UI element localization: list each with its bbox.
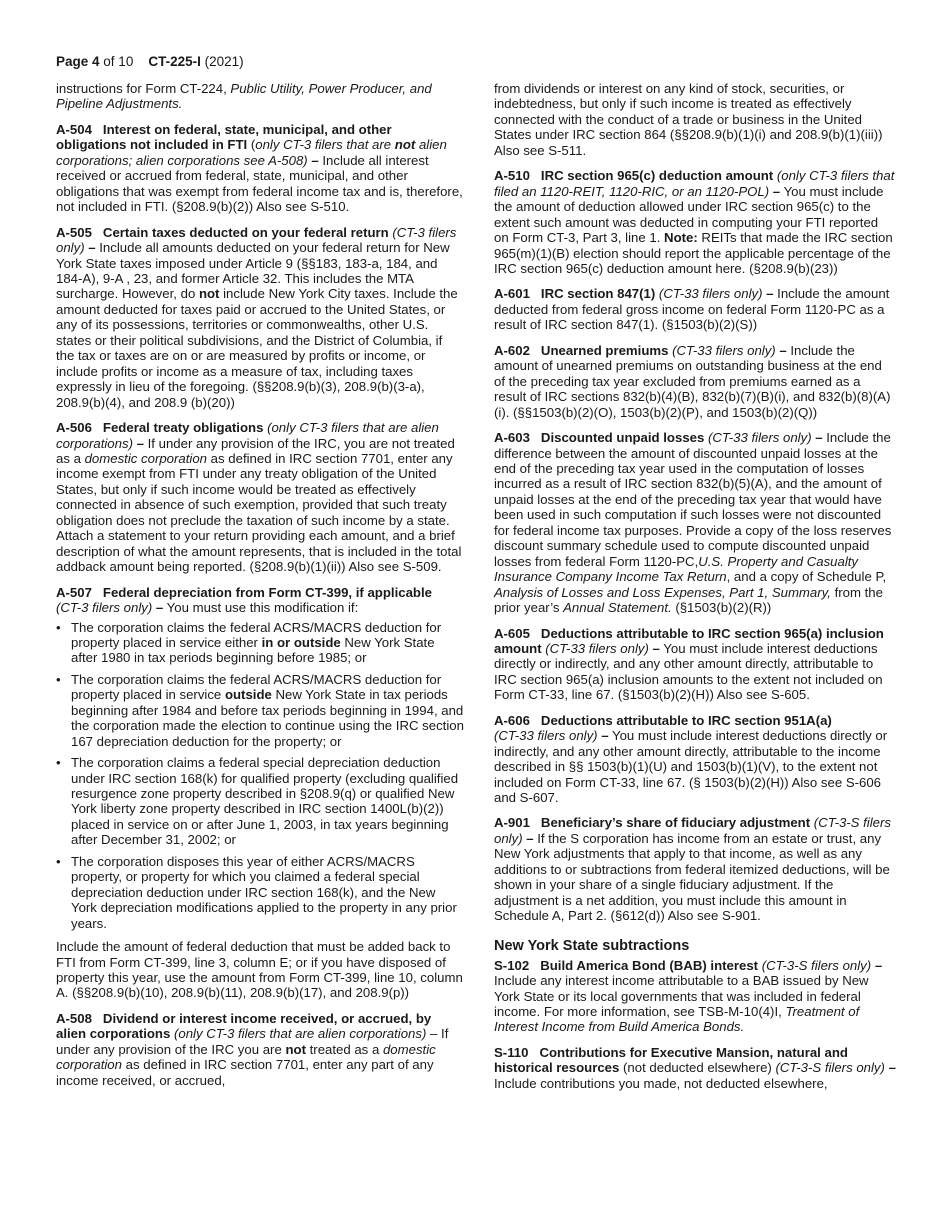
a605-title: Deductions attributable to IRC section 965(a) inclusion amount <box>494 625 884 656</box>
section-a602: A-602 Unearned premiums (CT-33 filers only) – Include the amount of unearned premiums on outstanding business at the end of the preceding tax year excluded from premiums earned as a result of IRC sections 832(b)(4)(B), 832(b)(7)(B)(i), and 832(b)(8)(A)(i). (§§1503(b)(2)(O), 1503(b)(2)(P), and 1503(b)(2)(Q)) <box>494 342 891 420</box>
section-s102: S-102 Build America Bond (BAB) interest (CT-3-S filers only) – Include any interest income attributable to a BAB issued by New York State or its local governments that was included in federal income. For more information, see TSB-M-10(4)I, Treatment of Interest Income from Build America Bonds. <box>494 957 883 1035</box>
form-number: CT-225-I <box>148 54 201 69</box>
a601-title: IRC section 847(1) <box>540 286 656 302</box>
a603-title: Discounted unpaid losses <box>540 430 705 446</box>
a601-code: A-601 <box>494 286 530 302</box>
a508-continuation: from dividends or interest on any kind of stock, securities, or indebtedness, but only if such income is treated as effectively connected with the conduct of a trade or business in the United States under IRC section 864 (§§208.9(b)(1)(i) and 208.9(b)(1)(iii)) Also see S-511. <box>494 81 883 158</box>
page-header <box>56 53 244 70</box>
a510-title: IRC section 965(c) deduction amount <box>540 168 774 184</box>
section-a506: A-506 Federal treaty obligations (only CT-3 filers that are alien corporations) – If under any provision of the IRC, you are not treated as a domestic corporation as defined in IRC section 7701, enter any income exempt from FTI under any treaty obligation of the United States, but only if such income would be treated as effectively connected in absence of such exemption, provided that such treaty obligation does not preclude the taxation of such income by a state. Attach a statement to your return providing each amount, and a brief description of what the amount represents, that is included in the total addback amount being reported. (§208.9(b)(1)(ii)) Also see S-509. <box>56 420 462 575</box>
list-item: • The corporation claims the federal ACRS/MACRS deduction for property placed in service either in or outside New York State after 1980 in tax periods beginning before 1985; or <box>56 620 464 666</box>
intro-paragraph: instructions for Form CT-224, Public Utility, Power Producer, and Pipeline Adjustments. <box>56 81 432 112</box>
section-a508: A-508 Dividend or interest income received, or accrued, by alien corporations (only CT-3 filers that are alien corporations) – If under any provision of the IRC you are not treated as a domestic corporation as defined in IRC section 7701, enter any part of any income received, or accrued, <box>56 1010 449 1088</box>
a606-code: A-606 <box>494 712 530 728</box>
left-column <box>56 81 464 1098</box>
section-a504: A-504 Interest on federal, state, municipal, and other obligations not included in FTI (only CT-3 filers that are not alien corporations; alien corporations see A-508) – Include all interest received or accrued from federal, state, municipal, and other obligations that was exempt from federal income tax and is, therefore, not included in FTI. (§208.9(b)(2)) Also see S-510. <box>56 121 463 215</box>
a901-code: A-901 <box>494 815 530 831</box>
a602-code: A-602 <box>494 342 530 358</box>
section-a601: A-601 IRC section 847(1) (CT-33 filers only) – Include the amount deducted from federal gross income on federal Form 1120-PC as a result of IRC section 847(1). (§1503(b)(2)(S)) <box>494 286 890 333</box>
subtractions-heading: New York State subtractions <box>494 937 690 954</box>
a506-code: A-506 <box>56 420 92 436</box>
a606-title: Deductions attributable to IRC section 951A(a) <box>540 712 832 728</box>
a510-code: A-510 <box>494 168 530 184</box>
a506-title: Federal treaty obligations <box>102 420 264 436</box>
list-item: • The corporation disposes this year of either ACRS/MACRS property, or property for which you claimed a federal special depreciation deduction under IRC section 168(k), and the New York depreciation modifications applied to the property in any prior years. <box>56 854 464 931</box>
list-item: • The corporation claims a federal special depreciation deduction under IRC section 168(k) for qualified property (excluding qualified resurgence zone property described in §208.9(q) or qualified New York liberty zone property described in IRC section 1400L(b)(2)) placed in service on or after June 1, 2003, in tax years beginning after December 31, 2002; or <box>56 755 464 848</box>
a508-code: A-508 <box>56 1010 92 1026</box>
s110-title: Contributions for Executive Mansion, natural and historical resources <box>494 1044 848 1076</box>
section-s110: S-110 Contributions for Executive Mansion, natural and historical resources (not deducted elsewhere) (CT-3-S filers only) – Include contributions you made, not deducted elsewhere, <box>494 1044 896 1091</box>
section-a603: A-603 Discounted unpaid losses (CT-33 filers only) – Include the difference between the amount of discounted unpaid losses at the end of the preceding tax year used in the computation of losses incurred as a result of IRC section 832(b)(5)(A), and the amount of unpaid losses at the end of the preceding tax year that would have been used in such computation if such losses were not discounted for federal income tax purposes. Provide a copy of the loss reserves discount summary schedule used to compute discounted unpaid losses from federal Form 1120-PC,U.S. Property and Casualty Insurance Company Income Tax Return, and a copy of Schedule P, Analysis of Losses and Loss Expenses, Part 1, Summary, from the prior year’s Annual Statement. (§1503(b)(2)(R)) <box>494 430 892 616</box>
page-total: of 10 <box>103 54 134 69</box>
s102-code: S-102 <box>494 957 530 973</box>
section-a605: A-605 Deductions attributable to IRC section 965(a) inclusion amount (CT-33 filers only) – You must include interest deductions directly or indirectly, and any other amount directly, attributable to IRC section 965(a) inclusion amounts to the extent not included on Form CT-33, line 67. (§1503(b)(2)(H)) Also see S-605. <box>494 625 884 703</box>
section-a901: A-901 Beneficiary’s share of fiduciary adjustment (CT-3-S filers only) – If the S corporation has income from an estate or trust, any New York adjustments that apply to that income, as well as any additions to or subtractions from federal itemized deductions, will be shown in your share of a single fiduciary adjustment. If the adjustment is a net addition, you must include this amount in Schedule A, Part 2. (§612(d)) Also see S-901. <box>494 815 891 924</box>
a505-code: A-505 <box>56 224 92 240</box>
section-a510: A-510 IRC section 965(c) deduction amount (only CT-3 filers that filed an 1120-REIT, 1120-RIC, or an 1120-POL) – You must include the amount of deduction allowed under IRC section 965(c) to the extent such amount was deducted in computing your FTI reported on Form CT-3, Part 3, line 1. Note: REITs that made the IRC section 965(m)(1)(B) election should report the applicable percentage of the IRC section 965(c) deduction amount here. (§208.9(b)(23)) <box>494 168 895 276</box>
list-item: • The corporation claims the federal ACRS/MACRS deduction for property placed in service outside New York State in tax periods beginning after 1984 and before tax periods beginning in 1994, and the corporation made the election to continue using the IRC section 167 depreciation deduction for the property; or <box>56 672 464 749</box>
right-column <box>494 81 896 1101</box>
a504-title: Interest on federal, state, municipal, and other obligations not included in FTI <box>56 121 392 153</box>
a603-code: A-603 <box>494 430 530 446</box>
form-year: (2021) <box>204 54 244 69</box>
a605-code: A-605 <box>494 625 530 641</box>
a602-title: Unearned premiums <box>540 342 669 358</box>
section-a507: A-507 Federal depreciation from Form CT-399, if applicable (CT-3 filers only) – You must use this modification if: <box>56 584 432 616</box>
a504-code: A-504 <box>56 121 92 137</box>
s102-title: Build America Bond (BAB) interest <box>540 957 759 973</box>
a507-title: Federal depreciation from Form CT-399, if applicable <box>102 584 432 600</box>
section-a505: A-505 Certain taxes deducted on your federal return (CT-3 filers only) – Include all amounts deducted on your federal return for New York State taxes imposed under Article 9 (§§183, 183-a, 184, and 184-A), 9-A , 23, and former Article 32. This includes the MTA surcharge. However, do not include New York City taxes. Include the amount deducted for taxes paid or accrued to the United States, or any of its possessions, territories or commonwealths, other U.S. states or their political subdivisions, and the District of Columbia, if the tax or taxes are on or are measured by profits or income, or include profits or income as a measure of tax, including taxes expressly in lieu of the foregoing. (§§208.9(b)(3), 208.9(b)(3-a), 208.9(b)(4), and 208.9 (b)(20)) <box>56 224 458 410</box>
s110-code: S-110 <box>494 1044 529 1060</box>
a507-code: A-507 <box>56 584 92 600</box>
page-number: Page 4 <box>56 54 100 69</box>
a507-tail: Include the amount of federal deduction that must be added back to FTI from Form CT-399, line 3, column E; or if you have disposed of property this year, use the amount from Form CT-399, line 10, column A. (§§208.9(b)(10), 208.9(b)(11), 208.9(b)(17), and 208.9(p)) <box>56 939 463 1001</box>
a901-title: Beneficiary’s share of fiduciary adjustment <box>540 815 811 831</box>
section-a606: A-606 Deductions attributable to IRC section 951A(a) (CT-33 filers only) – You must include interest deductions directly or indirectly, and any other amount directly, attributable to the income described in §§ 1503(b)(1)(U) and 1503(b)(1)(V), to the extent not included on Form CT-33, line 67. (§ 1503(b)(2)(H)) Also see S-606 and S-607. <box>494 712 888 806</box>
a505-title: Certain taxes deducted on your federal return <box>102 224 389 240</box>
a507-bullet-list <box>56 620 464 932</box>
a508-title: Dividend or interest income received, or accrued, by alien corporations <box>56 1010 432 1042</box>
